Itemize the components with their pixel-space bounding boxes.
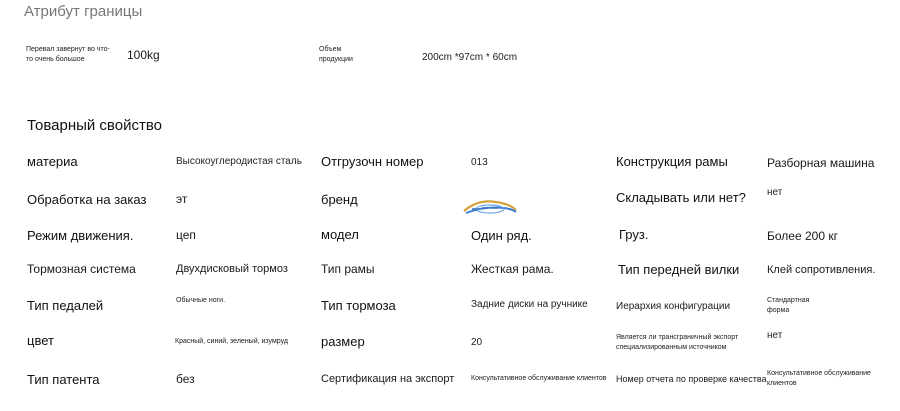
property-label: материа — [27, 154, 78, 169]
property-label: Является ли трансграничный экспорт специализированным источником — [616, 334, 739, 351]
property-label: Тип патента — [27, 372, 100, 387]
property-value: Жесткая рама. — [471, 262, 554, 276]
property-value: нет — [767, 187, 783, 198]
property-value: эт — [176, 192, 188, 206]
property-label: Груз. — [619, 227, 649, 242]
property-value: Консультативное обслуживание клиентов — [767, 370, 871, 387]
property-value: нет — [767, 330, 783, 341]
properties-heading: Товарный свойство — [27, 117, 162, 134]
section-title: Атрибут границы — [24, 3, 143, 20]
property-label: модел — [321, 227, 359, 242]
property-value: Обычные ноги. — [176, 297, 226, 304]
property-label: Тормозная система — [27, 262, 136, 276]
property-label: Тип рамы — [321, 262, 375, 276]
property-value: Задние диски на ручнике — [471, 299, 588, 310]
property-value: Более 200 кг — [767, 229, 838, 243]
property-label: Номер отчета по проверке качества — [616, 374, 767, 384]
property-value: Высокоуглеродистая сталь — [176, 156, 302, 167]
property-label: Обработка на заказ — [27, 192, 147, 207]
property-label: Сертификация на экспорт — [321, 373, 455, 385]
volume-value: 200cm *97cm * 60cm — [422, 52, 518, 63]
property-label: бренд — [321, 192, 358, 207]
property-label: цвет — [27, 333, 54, 348]
property-value: 20 — [471, 337, 483, 348]
property-value: Консультативное обслуживание клиентов — [471, 375, 607, 382]
property-value: 013 — [471, 157, 488, 168]
property-value: Стандартная форма — [767, 297, 810, 314]
property-value: Клей сопротивления. — [767, 264, 876, 276]
property-label: Режим движения. — [27, 228, 134, 243]
property-label: Конструкция рамы — [616, 154, 728, 169]
property-label: размер — [321, 334, 365, 349]
brand-logo-icon — [460, 196, 520, 218]
property-value: цеп — [176, 228, 196, 242]
property-value: Красный, синий, зеленый, изумруд — [175, 338, 288, 345]
property-label: Иерархия конфигурации — [616, 301, 731, 312]
weight-value: 100kg — [127, 48, 160, 62]
property-label: Тип педалей — [27, 298, 104, 313]
property-label: Тип тормоза — [321, 298, 396, 313]
property-label: Тип передней вилки — [618, 262, 740, 277]
weight-label: Перевал завернут во что-то очень большое — [26, 46, 110, 63]
property-value: Разборная машина — [767, 156, 875, 170]
property-value: Двухдисковый тормоз — [176, 263, 288, 275]
property-value: без — [176, 372, 195, 386]
property-value: Один ряд. — [471, 228, 532, 243]
property-label: Складывать или нет? — [616, 190, 746, 205]
volume-label: Объем продукции — [319, 46, 353, 63]
property-label: Отгрузочн номер — [321, 154, 424, 169]
